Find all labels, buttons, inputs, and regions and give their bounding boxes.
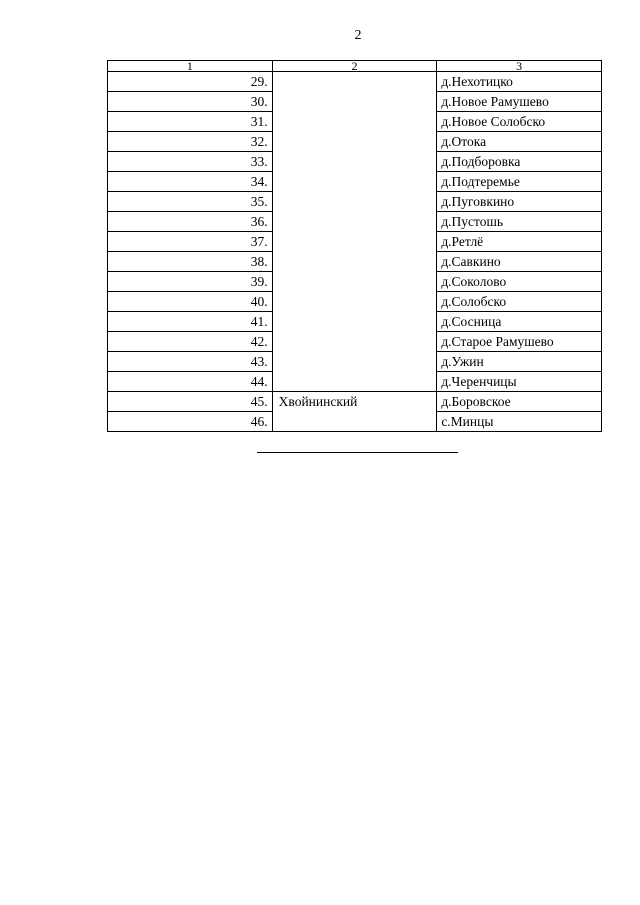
row-number: 43. <box>108 352 273 372</box>
settlement-name: д.Пуговкино <box>437 192 602 212</box>
settlement-name: с.Минцы <box>437 412 602 432</box>
settlement-name: д.Боровское <box>437 392 602 412</box>
row-number: 44. <box>108 372 273 392</box>
row-number: 30. <box>108 92 273 112</box>
row-number: 31. <box>108 112 273 132</box>
table-row <box>108 72 602 92</box>
row-number: 40. <box>108 292 273 312</box>
settlement-name: д.Старое Рамушево <box>437 332 602 352</box>
settlements-table <box>107 60 602 432</box>
district-cell: Хвойнинский <box>272 392 437 432</box>
row-number: 34. <box>108 172 273 192</box>
settlement-name: д.Ужин <box>437 352 602 372</box>
settlement-name: д.Ретлё <box>437 232 602 252</box>
settlement-name: д.Отока <box>437 132 602 152</box>
settlement-name: д.Савкино <box>437 252 602 272</box>
header-col-2: 2 <box>272 61 437 72</box>
settlement-name: д.Пустошь <box>437 212 602 232</box>
settlement-name: д.Соколово <box>437 272 602 292</box>
row-number: 41. <box>108 312 273 332</box>
table-body <box>108 61 602 432</box>
row-number: 37. <box>108 232 273 252</box>
row-number: 39. <box>108 272 273 292</box>
row-number: 45. <box>108 392 273 412</box>
district-cell <box>272 72 437 392</box>
row-number: 46. <box>108 412 273 432</box>
row-number: 33. <box>108 152 273 172</box>
settlement-name: д.Подтеремье <box>437 172 602 192</box>
row-number: 36. <box>108 212 273 232</box>
table-row <box>108 392 602 412</box>
settlement-name: д.Черенчицы <box>437 372 602 392</box>
page-number: 2 <box>354 28 362 43</box>
header-col-3: 3 <box>437 61 602 72</box>
row-number: 35. <box>108 192 273 212</box>
settlement-name: д.Солобско <box>437 292 602 312</box>
row-number: 32. <box>108 132 273 152</box>
settlement-name: д.Сосница <box>437 312 602 332</box>
end-separator-line <box>257 452 458 453</box>
settlement-name: д.Подборовка <box>437 152 602 172</box>
settlement-name: д.Нехотицко <box>437 72 602 92</box>
row-number: 38. <box>108 252 273 272</box>
table-header-row <box>108 61 602 72</box>
header-col-1: 1 <box>108 61 273 72</box>
row-number: 29. <box>108 72 273 92</box>
settlement-name: д.Новое Солобско <box>437 112 602 132</box>
row-number: 42. <box>108 332 273 352</box>
settlement-name: д.Новое Рамушево <box>437 92 602 112</box>
